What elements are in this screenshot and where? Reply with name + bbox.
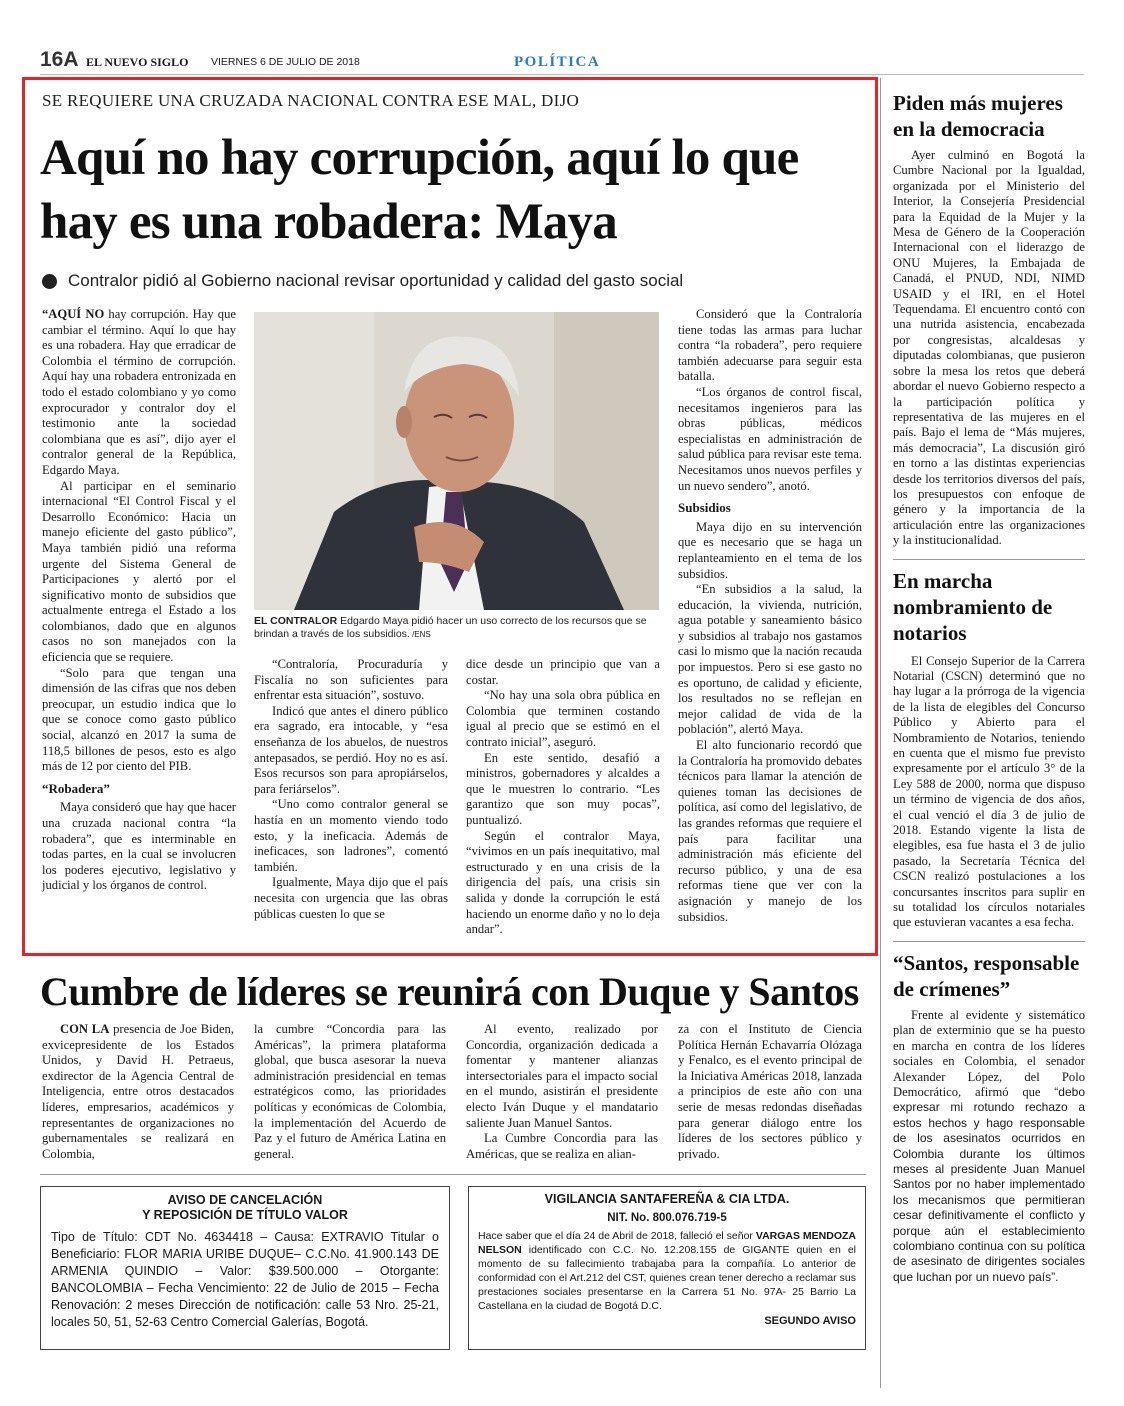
ad-title: AVISO DE CANCELACIÓN Y REPOSICIÓN DE TÍTULO VALOR (142, 1193, 348, 1222)
quote-text: “debo expresar mi rotundo rechazo a estos hechos y hago responsable de los asesinatos ocurridos en Colombia durante los últimos meses al presidente Juan Manuel Santos por no haber implementado los mecanismos que permitieran cesar definitivamente el conflicto y porque aún el establecimiento colombiano continua con su política de asesinato de dirigentes sociales que luchan por un nuevo país”. (893, 1084, 1085, 1284)
paragraph: Igualmente, Maya dijo que el país necesita con urgencia que las obras públicas cuesten lo que se (254, 875, 448, 921)
subheading: Subsidios (678, 500, 731, 516)
photo-caption: EL CONTRALOR Edgardo Maya pidió hacer un uso correcto de los recursos que se brindan a través de los subsidios. /ENS (254, 615, 647, 640)
paragraph: Al participar en el seminario internacional “El Control Fiscal y el Desarrollo Económico: Hacia un manejo eficiente del gasto público”, Maya también pidió una reforma urgente del Sistema General de Participaciones y alertó por el significativo monto de subsidios que actualmente entrega el Estado a los colombianos, dado que en algunos casos no son manejados con la eficiencia que se requiere. (42, 478, 236, 665)
article-kicker: SE REQUIERE UNA CRUZADA NACIONAL CONTRA ESE MAL, DIJO (42, 91, 580, 110)
paragraph: Al evento, realizado por Concordia, organización dedicada a fomentar y mantener alianzas intersectoriales para el impacto social en el mundo, asistirán el presidente electo Iván Duque y el mandatario saliente Juan Manuel Santos. (466, 1022, 658, 1130)
sidebar-title: “Santos, responsable de crímenes” (893, 950, 1080, 1001)
paragraph: Según el contralor Maya, “vivimos en un país inequitativo, mal estructurado y en una crisis de la dirigencia del país, una crisis sin salida y donde la corrupción le está haciendo un enorme daño y no lo deja andar”. (466, 828, 660, 937)
sidebar-divider (893, 559, 1085, 560)
section-name: POLÍTICA (514, 54, 601, 70)
photo-illustration (254, 312, 659, 610)
article-column-1 (42, 307, 236, 894)
second-column-4 (678, 1022, 862, 1162)
paper-name: EL NUEVO SIGLO (86, 55, 189, 69)
paragraph: “No hay una sola obra pública en Colombia que terminen costando igual al precio que se estimó en el contrato inicial”, aseguró. (466, 688, 660, 749)
paragraph: Maya dijo en su intervención que es necesario que se haga un replanteamiento en el tema de los subsidios. (678, 519, 862, 581)
ad-vigilancia (468, 1186, 866, 1350)
paragraph: “Solo para que tengan una dimensión de las cifras que nos deben preocupar, un estudio indica que lo que se conoce como gasto público social, alcanzó en 2017 la suma de 118,5 billones de pesos, esto es algo más de 12 por ciento del PIB. (42, 665, 236, 774)
sidebar-divider (893, 941, 1085, 942)
second-headline: Cumbre de líderes se reunirá con Duque y Santos (40, 969, 859, 1014)
paragraph: “Uno como contralor general se hastía en un momento viendo todo esto, y la ineficacia. Además de ineficaces, son ladrones”, comentó también. (254, 797, 448, 874)
paragraph: “En subsidios a la salud, la educación, la vivienda, nutrición, agua potable y saneamiento básico y subsidios al trabajo nos gastamos casi lo mismo que la nación recauda por impuestos. Pero si ese gasto no es oportuno, de calidad y eficiente, los resultados no se reflejan en mejor calidad de vida de la población”, alertó Maya. (678, 582, 862, 737)
lead-in: “AQUÍ NO (42, 307, 105, 321)
sidebar-title: Piden más mujeres en la democracia (893, 91, 1063, 141)
lead-in: CON LA (60, 1022, 110, 1036)
sidebar-text: Frente al evidente y sistemático plan de exterminio que se ha puesto en marcha en contra de los líderes sociales en Colombia, el senador Alexander López, del Polo Democrático, afirmó que “debo expresar mi rotundo rechazo a estos hechos y hago responsable de los asesinatos ocurridos en Colombia durante los últimos meses al presidente Juan Manuel Santos por no haber implementado los mecanismos que permitieran cesar definitivamente el conflicto y porque aún el establecimiento colombiano continua con su política de asesinato de dirigentes sociales que luchan por un nuevo país”. (893, 1007, 1085, 1284)
second-column-3 (466, 1022, 658, 1162)
ad-footer: SEGUNDO AVISO (764, 1315, 856, 1327)
paragraph: la cumbre “Concordia para las Américas”, la primera plataforma global, que busca asesorar la nueva administración presidencial en temas estratégicos como, las prioridades políticas y económicas de Colombia, la implementación del Acuerdo de Paz y el futuro de América Latina en general. (254, 1022, 446, 1161)
ad-body: Hace saber que el día 24 de Abril de 2018, falleció el señor VARGAS MENDOZA NELSON identificado con C.C. No. 12.208.155 de GIGANTE quien en el momento de su fallecimiento trabajaba para la compañía. Lo anterior de conformidad con el Art.212 del CST, quienes crean tener derecho a reclamar sus prestaciones sociales presentarse en la Carrera 51 No. 97A- 25 Barrio La Castellana en la ciudad de Bogotá D.C. (478, 1230, 856, 1312)
page-number: 16A (40, 48, 79, 71)
article-column-4 (678, 307, 862, 925)
paragraph: “AQUÍ NO hay corrupción. Hay que cambiar el término. Aquí lo que hay es una robadera. Hay que erradicar de Colombia el término de corrupción. Aquí hay una robadera entronizada en todo el estado colombiano y yo como exprocurador y contralor doy el testimonio ante la sociedad colombiana que es así”, dijo ayer el contralor general de la República, Edgardo Maya. (42, 307, 236, 477)
article-headline: Aquí no hay corrupción, aquí lo que hay es una robadera: Maya (40, 130, 799, 250)
ad-nit: NIT. No. 800.076.719-5 (607, 1212, 727, 1224)
article-subhead: Contralor pidió al Gobierno nacional revisar oportunidad y calidad del gasto social (68, 271, 684, 290)
article-column-3 (466, 657, 660, 938)
sidebar-title: En marcha nombramiento de notarios (893, 568, 1053, 645)
paragraph: CON LA presencia de Joe Biden, exvicepresidente de los Estados Unidos, y David H. Petraeus, exdirector de la Agencia Central de Inteligencia, entre otros destacados líderes, empresarios, académicos y representantes de organizaciones no gubernamentales se realizará en Colombia, (42, 1022, 234, 1161)
sidebar-text: El Consejo Superior de la Carrera Notarial (CSCN) determinó que no hay lugar a la prórroga de la vigencia de la lista de elegibles del Concurso Público y Abierto para el Nombramiento de Notarios, teniendo en cuenta que el mismo fue previsto expresamente por el artículo 3° de la Ley 588 de 2000, norma que dispuso un término de vigencia de dos años, el cual venció el día 3 de julio de 2018. Estando vigente la lista de elegibles, esa fue hasta el 3 de julio pasado, la Secretaría Técnica del CSCN realizó postulaciones a los concursantes inscritos para suplir en su totalidad los círculos notariales que estuvieran vacantes a esa fecha. (893, 653, 1085, 930)
paragraph: Consideró que la Contraloría tiene todas las armas para luchar contra “la robadera”, pero requiere también adecuarse para seguir esta batalla. (678, 307, 862, 384)
paragraph: El alto funcionario recordó que la Contraloría ha promovido debates técnicos para llamar la atención de quienes toman las decisiones de política, así como del legislativo, de las grandes reformas que requiere el país para facilitar una administración más eficiente del recurso público, y una de esa reformas tiene que ver con la asignación y manejo de los subsidios. (678, 738, 862, 924)
header-rule (40, 74, 1084, 75)
paragraph: “Los órganos de control fiscal, necesitamos ingenieros para las obras públicas, médicos especialistas en administración de salud pública para revisar este tema. Necesitamos unos nuevos perfiles y un nuevo sendero”, anotó. (678, 384, 862, 493)
ad-body: Tipo de Título: CDT No. 4634418 – Causa: EXTRAVIO Titular o Beneficiario: FLOR MARIA URIBE DUQUE– C.C.No. 41.900.143 DE ARMENIA QUINDIO – Valor: $39.500.000 – Otorgante: BANCOLOMBIA – Fecha Vencimiento: 22 de Julio de 2015 – Fecha Renovación: 2 meses Dirección de notificación: calle 53 Nro. 25-21, locales 50, 51, 52-63 Centro Comercial Galerías, Bogotá. (51, 1230, 439, 1329)
ad-title-cancellation (40, 1186, 450, 1350)
photo-credit: /ENS (409, 630, 431, 639)
paragraph: dice desde un principio que van a costar. (466, 657, 660, 687)
page-header (40, 48, 1084, 72)
paragraph: La Cumbre Concordia para las Américas, que se realiza en alian- (466, 1131, 658, 1161)
ad-title: VIGILANCIA SANTAFEREÑA & CIA LTDA. (544, 1192, 790, 1206)
paragraph: za con el Instituto de Ciencia Política Hernán Echavarría Olózaga y Fenalco, es el evento principal de la Iniciativa Américas 2018, lanzada a principios de este año con una serie de mesas redondas diseñadas para generar diálogo entre los líderes de los sectores público y privado. (678, 1022, 862, 1161)
contralor-photo (254, 312, 659, 610)
sidebar-divider (880, 78, 881, 1388)
paragraph: “Contraloría, Procuraduría y Fiscalía no son suficientes para enfrentar esta situación”, sostuvo. (254, 657, 448, 703)
second-column-1 (42, 1022, 234, 1162)
second-column-2 (254, 1022, 446, 1162)
caption-label: EL CONTRALOR (254, 615, 338, 627)
subhead-bullet (42, 274, 57, 289)
article-column-2 (254, 657, 448, 922)
sidebar (893, 90, 1085, 1285)
sidebar-text: Ayer culminó en Bogotá la Cumbre Nacional por la Igualdad, organizada por el Ministerio del Interior, la Consejería Presidencial para la Equidad de la Mujer y la Mesa de Género de la Cooperación Internacional con el liderazgo de ONU Mujeres, la Embajada de Canadá, el PNUD, NDI, NIMD USAID y el IRI, en el Hotel Tequendama. El encuentro contó con una nutrida asistencia, encabezada por congresistas, alcaldesas y diputadas colombianas, que pusieron sobre la mesa los retos que deberá abordar el nuevo Gobierno respecto a la participación política y representativa de las mujeres en el país. Bajo el lema de “Más mujeres, más democracia”, La discusión giró en torno a las distintas experiencias desde los territorios diversos del país, los presupuestos con enfoque de género y la importancia de la articulación entre las organizaciones y la institucionalidad. (893, 148, 1085, 548)
paragraph: En este sentido, desafió a ministros, gobernadores y alcaldes a que le muestren lo contrario. “Les garantizo que son muy pocas”, puntualizó. (466, 750, 660, 827)
paragraph: Indicó que antes el dinero público era sagrado, era intocable, y “esa enseñanza de los abuelos, de nuestros antepasados, se perdió. Hoy no es así. Esos recursos son para apropiárselos, para feriárselos”. (254, 703, 448, 796)
paragraph: Maya consideró que hay que hacer una cruzada nacional contra “la robadera”, que es interminable en todas partes, en la cual se involucren los poderes ejecutivo, legislativo y judicial y los órganos de control. (42, 800, 236, 893)
ads-rule (40, 1174, 866, 1175)
subheading: “Robadera” (42, 780, 110, 796)
issue-date: VIERNES 6 DE JULIO DE 2018 (211, 56, 360, 68)
